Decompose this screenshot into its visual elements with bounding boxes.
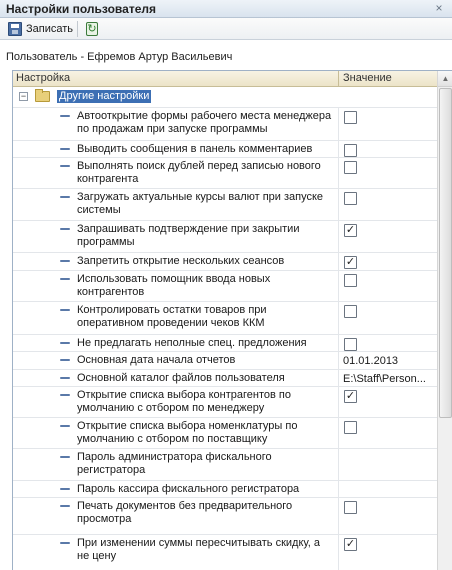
- setting-item-icon: [60, 377, 70, 379]
- table-header: [13, 71, 452, 87]
- setting-checkbox[interactable]: [344, 161, 357, 174]
- cell-divider: [338, 271, 339, 301]
- setting-label: Выводить сообщения в панель комментариев: [77, 143, 313, 155]
- cell-divider: [338, 108, 339, 140]
- cell-divider: [338, 253, 339, 270]
- cell-divider: [338, 498, 339, 534]
- floppy-disk-icon: [8, 22, 22, 36]
- settings-table: [12, 70, 452, 570]
- window-title: Настройки пользователя: [6, 2, 156, 16]
- table-row[interactable]: [13, 418, 437, 449]
- cell-divider: [338, 481, 339, 497]
- table-row[interactable]: [13, 370, 437, 387]
- cell-divider: [338, 418, 339, 448]
- setting-label: Открытие списка выбора контрагентов по умолчанию с отбором по менеджеру: [77, 389, 291, 414]
- cell-divider: [338, 335, 339, 351]
- table-row[interactable]: [13, 387, 437, 418]
- cell-divider: [338, 158, 339, 188]
- cell-divider: [338, 370, 339, 386]
- table-row[interactable]: [13, 302, 437, 335]
- setting-checkbox[interactable]: [344, 192, 357, 205]
- setting-item-icon: [60, 165, 70, 167]
- setting-checkbox[interactable]: [344, 305, 357, 318]
- setting-value[interactable]: E:\Staff\Person...: [343, 373, 426, 385]
- setting-checkbox[interactable]: [344, 421, 357, 434]
- setting-item-icon: [60, 309, 70, 311]
- setting-item-icon: [60, 425, 70, 427]
- cell-divider: [338, 302, 339, 334]
- setting-item-icon: [60, 342, 70, 344]
- table-row[interactable]: [13, 108, 437, 141]
- setting-label: Загружать актуальные курсы валют при запуске системы: [77, 191, 324, 216]
- header-divider: [338, 71, 339, 87]
- setting-checkbox[interactable]: ✓: [345, 538, 356, 550]
- cell-divider: [338, 387, 339, 417]
- setting-checkbox[interactable]: [344, 501, 357, 514]
- close-icon[interactable]: ×: [435, 1, 443, 15]
- table-row[interactable]: [13, 158, 437, 189]
- cell-divider: [338, 141, 339, 157]
- setting-label: Печать документов без предварительного просмотра: [77, 500, 293, 525]
- setting-label: Основной каталог файлов пользователя: [77, 372, 285, 384]
- setting-checkbox[interactable]: [344, 338, 357, 351]
- table-row[interactable]: [13, 481, 437, 498]
- table-row[interactable]: [13, 498, 437, 535]
- setting-label: Контролировать остатки товаров при оперативном проведении чеков ККМ: [77, 304, 267, 329]
- save-button[interactable]: [4, 20, 77, 38]
- setting-item-icon: [60, 488, 70, 490]
- setting-item-icon: [60, 456, 70, 458]
- column-header-value[interactable]: Значение: [343, 72, 392, 84]
- column-header-setting[interactable]: Настройка: [16, 72, 71, 84]
- setting-item-icon: [60, 148, 70, 150]
- table-row-group[interactable]: [13, 88, 437, 108]
- toolbar-separator: [77, 21, 78, 37]
- setting-checkbox[interactable]: [344, 111, 357, 124]
- setting-item-icon: [60, 542, 70, 544]
- collapse-icon[interactable]: −: [20, 91, 27, 101]
- window-titlebar: [0, 0, 452, 18]
- setting-label: Пароль администратора фискального регистратора: [77, 451, 272, 476]
- setting-label: Запрашивать подтверждение при закрытии программы: [77, 223, 300, 248]
- setting-label: Открытие списка выбора номенклатуры по умолчанию с отбором по поставщику: [77, 420, 298, 445]
- setting-item-icon: [60, 115, 70, 117]
- setting-item-icon: [60, 394, 70, 396]
- cell-divider: [338, 189, 339, 220]
- setting-label: Использовать помощник ввода новых контрагентов: [77, 273, 271, 298]
- table-row[interactable]: [13, 253, 437, 271]
- refresh-icon: ↻: [87, 22, 97, 35]
- cell-divider: [338, 449, 339, 480]
- setting-item-icon: [60, 228, 70, 230]
- setting-item-icon: [60, 278, 70, 280]
- folder-icon: [35, 91, 50, 102]
- table-row[interactable]: [13, 449, 437, 481]
- setting-value[interactable]: 01.01.2013: [343, 355, 399, 367]
- cell-divider: [338, 535, 339, 570]
- cell-divider: [338, 352, 339, 369]
- user-name-label: Пользователь - Ефремов Артур Васильевич: [6, 51, 233, 63]
- setting-label: Запретить открытие нескольких сеансов: [77, 255, 285, 267]
- setting-item-icon: [60, 505, 70, 507]
- table-row[interactable]: [13, 141, 437, 158]
- group-label: Другие настройки: [59, 90, 150, 102]
- setting-label: Не предлагать неполные спец. предложения: [77, 337, 307, 349]
- setting-label: Выполнять поиск дублей перед записью нового контрагента: [77, 160, 321, 185]
- setting-item-icon: [60, 359, 70, 361]
- table-row[interactable]: [13, 335, 437, 352]
- save-button-label: Записать: [26, 23, 74, 35]
- toolbar: [0, 18, 452, 40]
- setting-checkbox[interactable]: ✓: [345, 256, 356, 268]
- table-row[interactable]: [13, 535, 437, 570]
- setting-checkbox[interactable]: [344, 144, 357, 157]
- table-row[interactable]: [13, 189, 437, 221]
- vertical-scrollbar[interactable]: [437, 71, 452, 570]
- setting-item-icon: [60, 260, 70, 262]
- setting-label: Пароль кассира фискального регистратора: [77, 483, 300, 495]
- setting-checkbox[interactable]: ✓: [345, 390, 356, 402]
- table-row[interactable]: [13, 271, 437, 302]
- setting-checkbox[interactable]: [344, 274, 357, 287]
- setting-label: Основная дата начала отчетов: [77, 354, 236, 366]
- setting-label: При изменении суммы пересчитывать скидку, а не цену: [77, 537, 321, 562]
- refresh-button[interactable]: [82, 20, 102, 38]
- scrollbar-thumb[interactable]: [439, 88, 452, 418]
- setting-item-icon: [60, 196, 70, 198]
- table-row[interactable]: [13, 352, 437, 370]
- cell-divider: [338, 221, 339, 252]
- table-row[interactable]: [13, 221, 437, 253]
- setting-checkbox[interactable]: ✓: [345, 224, 356, 236]
- setting-label: Автооткрытие формы рабочего места менеджера по продажам при запуске программы: [77, 110, 332, 135]
- scroll-up-icon[interactable]: ▲: [438, 71, 452, 87]
